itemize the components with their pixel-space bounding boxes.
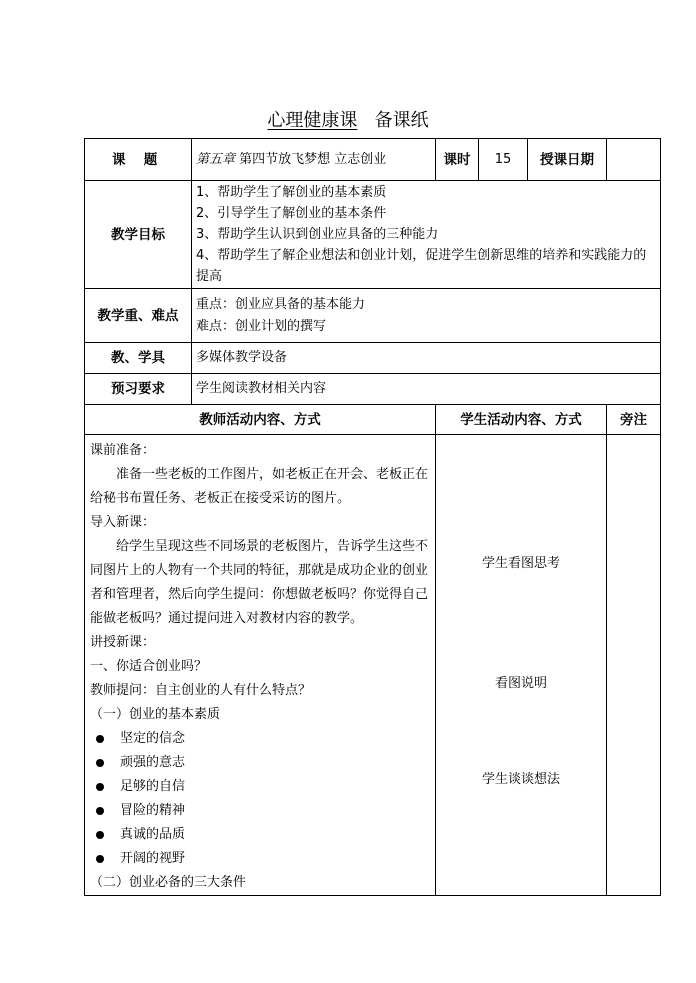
tools-row xyxy=(85,343,661,374)
lesson-plan-table xyxy=(84,138,661,896)
list-item-text: 冒险的精神 xyxy=(120,803,186,818)
note-column-header: 旁注 xyxy=(607,405,661,435)
paragraph: 给学生呈现这些不同场景的老板图片，告诉学生这些不同图片上的人物有一个共同的特征，那就是成功企业的创业者和管理者，然后向学生提问：你想做老板吗？你觉得自己能做老板吗？通过提问进入对教材内容的教学。 xyxy=(90,539,429,626)
period-label: 课时 xyxy=(436,139,479,181)
bullet-icon xyxy=(96,807,104,815)
student-activity: 学生看图思考 xyxy=(481,556,560,571)
list-item-text: 顽强的意志 xyxy=(120,755,186,770)
goal-item: 4、帮助学生了解企业想法和创业计划，促进学生创新思维的培养和实践能力的提高 xyxy=(196,248,647,284)
paragraph: 导入新课： xyxy=(90,515,156,530)
goals-list xyxy=(192,181,661,289)
course-label: 课 题 xyxy=(85,139,192,181)
content-row xyxy=(85,435,661,896)
title-rest: 备课纸 xyxy=(374,110,429,131)
key-points-label: 教学重、难点 xyxy=(85,289,192,343)
tools-label: 教、学具 xyxy=(85,343,192,374)
page-title xyxy=(0,106,696,132)
list-item-text: 坚定的信念 xyxy=(120,731,186,746)
course-title: 第四节放飞梦想 立志创业 xyxy=(239,151,387,167)
key-point: 重点：创业应具备的基本能力 xyxy=(196,296,366,312)
course-value xyxy=(192,139,436,181)
difficult-point: 难点：创业计划的撰写 xyxy=(196,318,327,334)
goal-item: 2、引导学生了解创业的基本条件 xyxy=(196,206,387,221)
columns-header-row xyxy=(85,405,661,435)
student-content xyxy=(436,435,607,896)
student-activity: 看图说明 xyxy=(494,676,547,691)
paragraph: （一）创业的基本素质 xyxy=(90,707,221,722)
preview-label: 预习要求 xyxy=(85,374,192,405)
teacher-content xyxy=(85,435,436,896)
list-item xyxy=(90,847,430,871)
goals-label: 教学目标 xyxy=(85,181,192,289)
preview-row xyxy=(85,374,661,405)
student-activity: 学生谈谈想法 xyxy=(481,772,560,787)
paragraph: 课前准备： xyxy=(90,443,156,458)
bullet-icon xyxy=(96,735,104,743)
bullet-icon xyxy=(96,783,104,791)
student-column-header: 学生活动内容、方式 xyxy=(436,405,607,435)
period-value: 15 xyxy=(479,139,528,181)
course-prefix: 第五章 xyxy=(196,151,236,167)
tools-value: 多媒体教学设备 xyxy=(192,343,661,374)
preview-value: 学生阅读教材相关内容 xyxy=(192,374,661,405)
goal-item: 1、帮助学生了解创业的基本素质 xyxy=(196,185,387,200)
header-row xyxy=(85,139,661,181)
list-item xyxy=(90,727,430,751)
title-course: 心理健康课 xyxy=(267,110,358,131)
date-value xyxy=(607,139,661,181)
list-item xyxy=(90,775,430,799)
paragraph: 准备一些老板的工作图片，如老板正在开会、老板正在给秘书布置任务、老板正在接受采访的图片。 xyxy=(90,467,429,506)
teacher-column-header: 教师活动内容、方式 xyxy=(85,405,436,435)
paragraph: （二）创业必备的三大条件 xyxy=(90,875,247,890)
key-points-value xyxy=(192,289,661,343)
paragraph: 一、你适合创业吗？ xyxy=(90,659,208,674)
bullet-icon xyxy=(96,831,104,839)
key-points-row xyxy=(85,289,661,343)
list-item xyxy=(90,799,430,823)
paragraph: 教师提问：自主创业的人有什么特点？ xyxy=(90,683,312,698)
bullet-icon xyxy=(96,759,104,767)
bullet-icon xyxy=(96,855,104,863)
date-label: 授课日期 xyxy=(528,139,607,181)
list-item-text: 足够的自信 xyxy=(120,779,186,794)
note-content xyxy=(607,435,661,896)
list-item xyxy=(90,823,430,847)
goals-row xyxy=(85,181,661,289)
list-item-text: 真诚的品质 xyxy=(120,827,186,842)
list-item xyxy=(90,751,430,775)
paragraph: 讲授新课： xyxy=(90,635,156,650)
goal-item: 3、帮助学生认识到创业应具备的三种能力 xyxy=(196,227,439,242)
list-item-text: 开阔的视野 xyxy=(120,851,186,866)
